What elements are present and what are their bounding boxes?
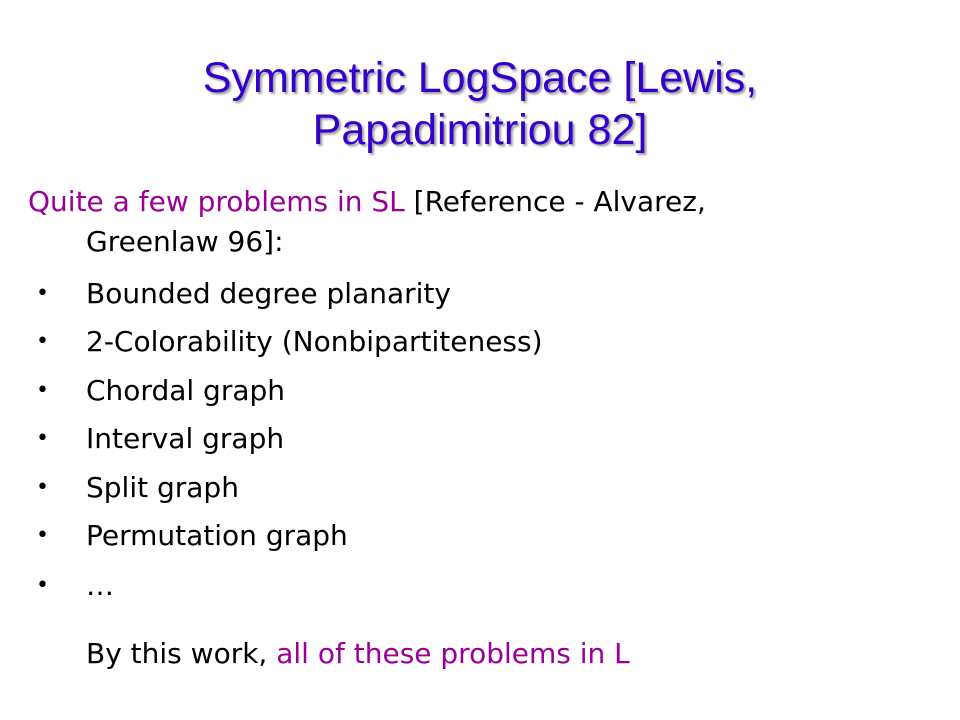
conclusion-line — [86, 634, 630, 674]
bullet-item — [0, 371, 900, 411]
bullet-item — [0, 419, 900, 459]
bullet-label: Interval graph — [86, 422, 285, 455]
bullet-dot: • — [36, 523, 49, 548]
bullet-dot: • — [36, 329, 49, 354]
bullet-dot: • — [36, 281, 49, 306]
title-line-1: Symmetric LogSpace [Lewis, — [202, 54, 758, 102]
bullet-item — [0, 322, 900, 362]
conclusion-highlight: all of these problems in L — [276, 637, 630, 670]
bullet-label: Bounded degree planarity — [86, 277, 451, 310]
intro-highlight: Quite a few problems in SL — [28, 185, 405, 218]
bullet-item — [0, 516, 900, 556]
bullet-item — [0, 274, 900, 314]
conclusion-lead: By this work, — [86, 637, 277, 670]
intro-reference-b: Greenlaw 96]: — [86, 225, 284, 258]
bullet-label: Permutation graph — [86, 519, 348, 552]
intro-paragraph — [28, 182, 928, 262]
bullet-dot: • — [36, 378, 49, 403]
bullet-item — [0, 468, 900, 508]
bullet-label: … — [86, 569, 114, 602]
bullet-label: Split graph — [86, 471, 239, 504]
bullet-dot: • — [36, 426, 49, 451]
bullet-item — [0, 566, 900, 606]
bullet-dot: • — [36, 475, 49, 500]
bullet-label: Chordal graph — [86, 374, 286, 407]
title-line-2: Papadimitriou 82] — [312, 106, 648, 154]
bullet-dot: • — [36, 573, 49, 598]
bullet-label: 2-Colorability (Nonbipartiteness) — [86, 325, 543, 358]
slide-title — [0, 52, 960, 156]
intro-reference-a: [Reference - Alvarez, — [404, 185, 706, 218]
